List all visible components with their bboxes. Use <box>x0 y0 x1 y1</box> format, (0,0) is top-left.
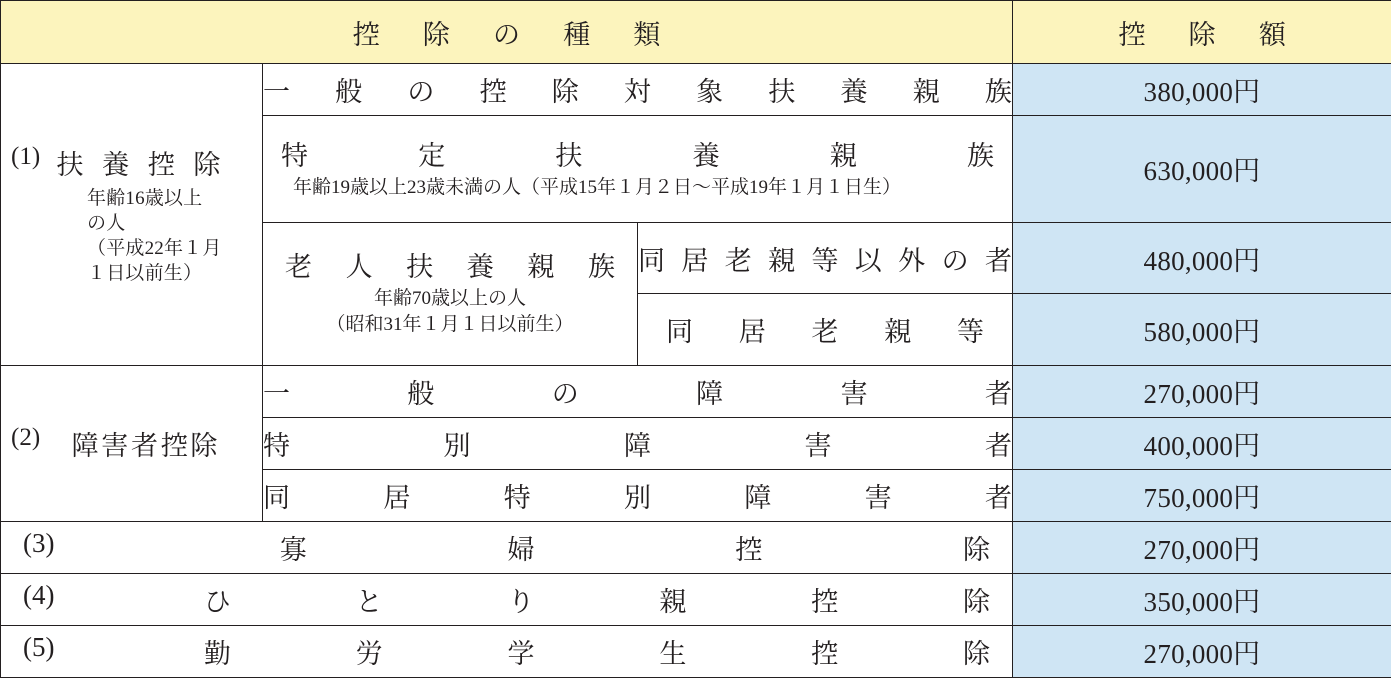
desc-char: の <box>551 379 579 410</box>
desc-char: 者 <box>985 245 1012 276</box>
desc-char: 障 <box>624 431 651 462</box>
table-row <box>1 625 1391 677</box>
desc-char: 害 <box>840 379 868 410</box>
desc-char: 控 <box>479 76 507 107</box>
desc-char: 親 <box>659 586 687 617</box>
group-label-fuyou <box>1 64 263 366</box>
desc-char: 親 <box>912 76 940 107</box>
amount-cell: 270,000円 <box>1013 625 1391 677</box>
desc-char: 同 <box>263 483 290 514</box>
desc-char: 寡 <box>279 535 307 566</box>
desc-char: 外 <box>898 245 926 276</box>
desc-char: 親 <box>829 141 857 172</box>
table-row <box>1 574 1391 626</box>
table-row <box>1 64 1391 116</box>
deduction-desc-special-disabled <box>263 418 1013 470</box>
desc-char: 者 <box>985 431 1012 462</box>
desc-char: 老 <box>724 245 752 276</box>
desc-char: 人 <box>345 252 373 283</box>
table-row <box>1 522 1391 574</box>
desc-char: 除 <box>962 586 990 617</box>
desc-char: 居 <box>738 317 766 348</box>
desc-char: と <box>355 586 383 617</box>
row-number: (3) <box>23 528 55 559</box>
desc-char: 扶 <box>768 76 796 107</box>
amount-cell: 480,000円 <box>1013 222 1391 294</box>
amount-cell: 750,000円 <box>1013 470 1391 522</box>
amount-cell: 400,000円 <box>1013 418 1391 470</box>
deduction-note-line-2: （昭和31年１月１日以前生） <box>326 314 574 336</box>
group-number: (2) <box>11 423 41 451</box>
deduction-desc-elderly-dependent <box>263 222 638 365</box>
group-subtitle-line-2: の人 <box>87 213 126 235</box>
group-title: 障害者控除 <box>71 430 221 461</box>
desc-char: 者 <box>984 379 1012 410</box>
group-subtitle-line-3: （平成22年１月 <box>87 238 222 260</box>
row-number: (4) <box>23 579 55 610</box>
amount-cell: 270,000円 <box>1013 366 1391 418</box>
desc-char: 特 <box>281 141 308 172</box>
deduction-desc-single-parent <box>1 574 1013 626</box>
desc-char: 扶 <box>555 141 583 172</box>
desc-char: 般 <box>335 76 363 107</box>
desc-char: 扶 <box>406 252 434 283</box>
deduction-desc-cohabiting-parent <box>638 294 1013 366</box>
desc-char: の <box>407 76 435 107</box>
deduction-desc-widow <box>1 522 1013 574</box>
desc-char: 特 <box>503 483 531 514</box>
desc-char: 親 <box>527 252 555 283</box>
desc-char: 者 <box>984 483 1012 514</box>
desc-char: 害 <box>864 483 892 514</box>
amount-cell: 580,000円 <box>1013 294 1391 366</box>
desc-char: 害 <box>804 431 832 462</box>
amount-cell: 630,000円 <box>1013 115 1391 222</box>
desc-char: 般 <box>407 379 435 410</box>
desc-char: 生 <box>659 638 687 669</box>
desc-char: 老 <box>285 252 312 283</box>
amount-cell: 350,000円 <box>1013 574 1391 626</box>
group-label-shougaisha <box>1 366 263 522</box>
header-kind: 控 除 の 種 類 <box>1 1 1013 64</box>
desc-char: 控 <box>811 586 839 617</box>
desc-char: 等 <box>957 317 984 348</box>
deduction-desc-specified-dependent <box>263 115 1013 222</box>
desc-char: 控 <box>811 638 839 669</box>
deduction-desc-general-dependent <box>263 64 1013 116</box>
deduction-desc-non-cohabiting-parent <box>638 222 1013 294</box>
desc-char: 親 <box>884 317 912 348</box>
desc-char: 居 <box>383 483 411 514</box>
desc-char: 親 <box>768 245 796 276</box>
desc-char: 障 <box>696 379 724 410</box>
desc-char: 定 <box>418 141 446 172</box>
desc-char: の <box>941 245 969 276</box>
group-title: 扶 養 控 除 <box>56 149 227 180</box>
desc-char: 老 <box>811 317 839 348</box>
group-number: (1) <box>11 142 41 170</box>
desc-char: 別 <box>443 431 471 462</box>
desc-char: ひ <box>203 586 231 617</box>
group-subtitle-line-1: 年齢16歳以上 <box>87 187 203 209</box>
desc-char: 養 <box>466 252 494 283</box>
desc-char: 等 <box>811 245 839 276</box>
deduction-desc-working-student <box>1 625 1013 677</box>
header-amount: 控 除 額 <box>1013 1 1391 64</box>
deduction-note-line-1: 年齢70歳以上の人 <box>373 288 526 310</box>
desc-char: 同 <box>666 317 693 348</box>
deduction-desc-cohabiting-special-disabled <box>263 470 1013 522</box>
amount-cell: 380,000円 <box>1013 64 1391 116</box>
desc-char: 族 <box>967 141 995 172</box>
desc-char: 養 <box>840 76 868 107</box>
desc-char: 居 <box>681 245 709 276</box>
desc-char: 除 <box>551 76 579 107</box>
desc-char: 労 <box>355 638 383 669</box>
desc-char: 以 <box>854 245 882 276</box>
table-header-row <box>1 1 1391 64</box>
desc-char: 養 <box>692 141 720 172</box>
deduction-note: 年齢19歳以上23歳未満の人（平成15年１月２日〜平成19年１月１日生） <box>293 177 902 199</box>
row-number: (5) <box>23 631 55 662</box>
desc-char: 一 <box>263 379 290 410</box>
desc-char: 別 <box>623 483 651 514</box>
desc-char: り <box>507 586 535 617</box>
desc-char: 婦 <box>507 535 535 566</box>
group-subtitle-line-4: １日以前生） <box>87 263 203 285</box>
desc-char: 学 <box>507 638 535 669</box>
desc-char: 族 <box>587 252 615 283</box>
desc-char: 象 <box>696 76 724 107</box>
amount-cell: 270,000円 <box>1013 522 1391 574</box>
desc-char: 特 <box>263 431 290 462</box>
desc-char: 障 <box>744 483 772 514</box>
desc-char: 控 <box>735 535 763 566</box>
desc-char: 同 <box>638 245 665 276</box>
desc-char: 除 <box>962 638 990 669</box>
desc-char: 対 <box>623 76 651 107</box>
desc-char: 一 <box>263 76 290 107</box>
table-row <box>1 366 1391 418</box>
desc-char: 族 <box>984 76 1012 107</box>
desc-char: 勤 <box>203 638 231 669</box>
deduction-desc-general-disabled <box>263 366 1013 418</box>
desc-char: 除 <box>963 535 990 566</box>
